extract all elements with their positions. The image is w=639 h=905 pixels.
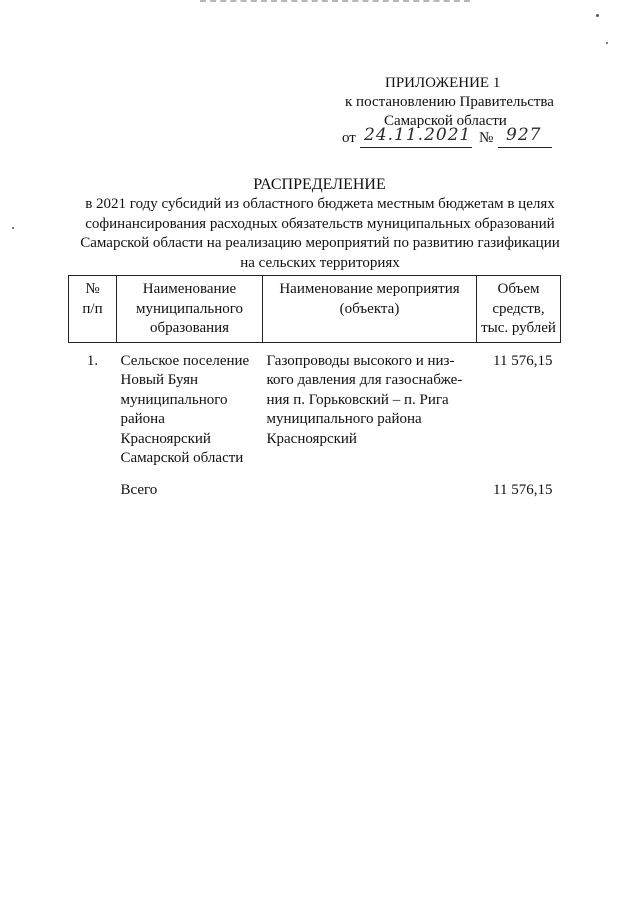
date-underline <box>360 147 472 148</box>
date-prefix: от <box>342 130 356 146</box>
number-prefix: № <box>479 130 494 146</box>
document-title: РАСПРЕДЕЛЕНИЕ <box>253 176 386 193</box>
handwritten-date: 24.11.2021 <box>364 125 472 145</box>
subtitle-line: Самарской области на реализацию мероприятий по развитию газификации <box>80 235 560 251</box>
subtitle-line: на сельских территориях <box>240 254 400 271</box>
document-subtitle <box>60 195 580 273</box>
row-amount: 11 576,15 <box>493 352 553 369</box>
total-label: Всего <box>120 481 158 498</box>
table-row <box>69 342 561 469</box>
header-amount: Объем средств, тыс. рублей <box>477 276 561 343</box>
handwritten-number: 927 <box>506 125 542 145</box>
scan-speck <box>596 14 599 17</box>
appendix-region-line: Самарской области <box>384 113 507 129</box>
appendix-resolution-line: к постановлению Правительства <box>345 94 554 110</box>
scan-edge-mark <box>200 0 470 4</box>
appendix-title: ПРИЛОЖЕНИЕ 1 <box>385 75 501 91</box>
header-municipality: Наименование муниципального образования <box>117 276 263 343</box>
total-row <box>69 469 561 501</box>
table-header-row <box>69 276 561 343</box>
total-amount: 11 576,15 <box>493 481 553 498</box>
subtitle-line: софинансирования расходных обязательств муниципальных образований <box>85 215 555 232</box>
header-number: № п/п <box>69 276 117 343</box>
row-number: 1. <box>86 352 99 369</box>
distribution-table <box>68 275 561 500</box>
row-municipality: Сельское поселение Новый Буян муниципального района Красноярский Самарской области <box>120 352 250 466</box>
number-underline <box>498 147 552 148</box>
scan-speck <box>12 227 14 229</box>
scan-speck <box>606 42 608 44</box>
subtitle-line: в 2021 году субсидий из областного бюджета местным бюджетам в целях <box>85 196 555 212</box>
header-project: Наименование мероприятия (объекта) <box>263 276 477 343</box>
row-project: Газопроводы высокого и низ- кого давления для газоснабже- ния п. Горьковский – п. Рига муниципального района Красноярский <box>266 352 463 447</box>
